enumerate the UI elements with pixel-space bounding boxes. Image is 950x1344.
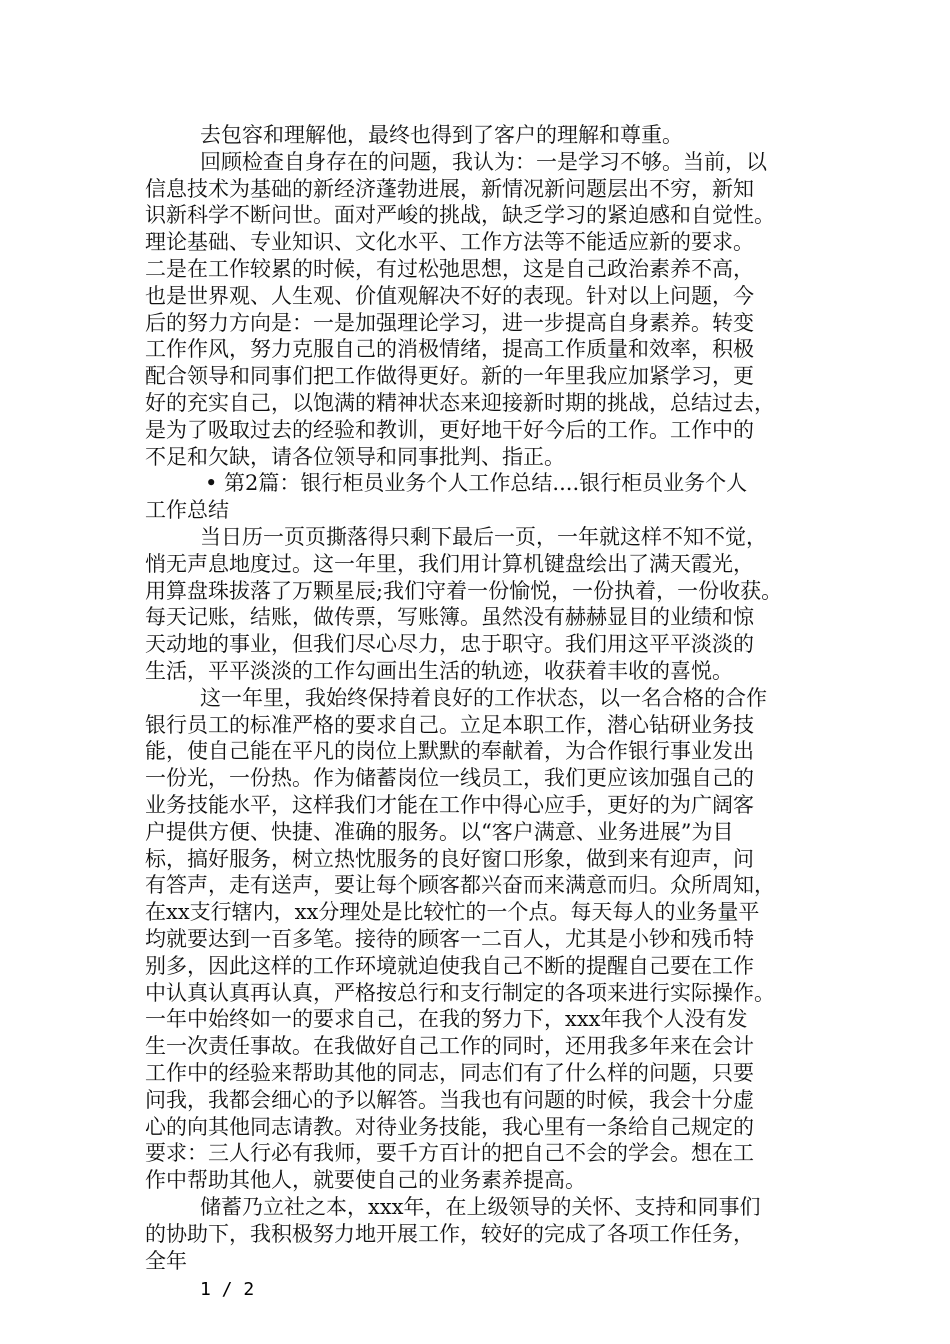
text-line: 一年中始终如一的要求自己，在我的努力下，xxx年我个人没有发 — [145, 1007, 748, 1032]
text-line: 好的充实自己，以饱满的精神状态来迎接新时期的挑战，总结过去， — [145, 391, 775, 415]
text-line: 生一次责任事故。在我做好自己工作的同时，还用我多年来在会计 — [145, 1034, 754, 1059]
text-line: 是为了吸取过去的经验和教训，更好地干好今后的工作。工作中的 — [145, 417, 754, 442]
text-line: 当日历一页页撕落得只剩下最后一页，一年就这样不知不觉， — [200, 525, 767, 549]
text-line: 回顾检查自身存在的问题，我认为：一是学习不够。当前，以 — [200, 149, 767, 174]
text-line: 能，使自己能在平凡的岗位上默默的奉献着，为合作银行事业发出 — [145, 739, 754, 764]
text-line: 理论基础、专业知识、文化水平、工作方法等不能适应新的要求。 — [145, 230, 754, 255]
text-line: 这一年里，我始终保持着良好的工作状态，以一名合格的合作 — [200, 685, 767, 710]
text-line: 配合领导和同事们把工作做得更好。新的一年里我应加紧学习，更 — [145, 364, 754, 389]
text-line: 标，搞好服务，树立热忱服务的良好窗口形象，做到来有迎声，问 — [145, 846, 754, 871]
section-heading-continued: 工作总结 — [145, 498, 229, 523]
text-line: 后的努力方向是：一是加强理论学习，进一步提高自身素养。转变 — [145, 310, 754, 335]
text-line: 信息技术为基础的新经济蓬勃进展，新情况新问题层出不穷，新知 — [145, 176, 754, 201]
text-line: 户提供方便、快捷、准确的服务。以“客户满意、业务进展”为目 — [145, 819, 734, 844]
text-line: 要求：三人行必有我师，要千方百计的把自己不会的学会。想在工 — [145, 1141, 754, 1166]
text-line: 银行员工的标准严格的要求自己。立足本职工作，潜心钻研业务技 — [145, 712, 754, 737]
text-line: 每天记账，结账，做传票，写账簿。虽然没有赫赫显目的业绩和惊 — [145, 605, 754, 630]
text-line: 别多，因此这样的工作环境就迫使我自己不断的提醒自己要在工作 — [145, 953, 754, 978]
text-line: 一份光，一份热。作为储蓄岗位一线员工，我们更应该加强自己的 — [145, 766, 754, 791]
text-line: 天动地的事业，但我们尽心尽力，忠于职守。我们用这平平淡淡的 — [145, 632, 754, 657]
text-line: 识新科学不断问世。面对严峻的挑战，缺乏学习的紧迫感和自觉性。 — [145, 203, 775, 228]
text-line: 去包容和理解他，最终也得到了客户的理解和尊重。 — [200, 123, 683, 147]
text-line: 作中帮助其他人，就要使自己的业务素养提高。 — [145, 1168, 586, 1193]
text-line: 在xx支行辖内，xx分理处是比较忙的一个点。每天每人的业务量平 — [145, 900, 760, 925]
section-heading: • 第2篇：银行柜员业务个人工作总结....银行柜员业务个人 — [205, 471, 748, 496]
text-line: 工作中的经验来帮助其他的同志，同志们有了什么样的问题，只要 — [145, 1061, 754, 1085]
text-line: 也是世界观、人生观、价值观解决不好的表现。针对以上问题，今 — [145, 283, 754, 308]
text-line: 全年 — [145, 1248, 187, 1273]
text-line: 工作作风，努力克服自己的消极情绪，提高工作质量和效率，积极 — [145, 337, 754, 362]
text-line: 生活，平平淡淡的工作勾画出生活的轨迹，收获着丰收的喜悦。 — [145, 659, 733, 683]
text-line: 心的向其他同志请教。对待业务技能，我心里有一条给自己规定的 — [145, 1114, 754, 1139]
text-line: 问我，我都会细心的予以解答。当我也有问题的时候，我会十分虚 — [145, 1087, 754, 1112]
text-line: 均就要达到一百多笔。接待的顾客一二百人，尤其是小钞和残币特 — [145, 927, 754, 951]
text-line: 中认真认真再认真，严格按总行和支行制定的各项来进行实际操作。 — [145, 980, 775, 1005]
text-line: 储蓄乃立社之本，xxx年，在上级领导的关怀、支持和同事们 — [200, 1195, 761, 1219]
text-line: 的协助下，我积极努力地开展工作，较好的完成了各项工作任务， — [145, 1221, 754, 1246]
text-line: 悄无声息地度过。这一年里，我们用计算机键盘绘出了满天霞光， — [145, 551, 754, 576]
text-line: 用算盘珠拔落了万颗星辰;我们守着一份愉悦，一份执着，一份收获。 — [145, 578, 783, 603]
text-line: 有答声，走有送声，要让每个顾客都兴奋而来满意而归。众所周知， — [145, 873, 775, 898]
page-number: 1 / 2 — [200, 1279, 255, 1301]
text-line: 不足和欠缺，请各位领导和同事批判、指正。 — [145, 444, 565, 469]
text-line: 业务技能水平，这样我们才能在工作中得心应手，更好的为广阔客 — [145, 793, 754, 817]
text-line: 二是在工作较累的时候，有过松弛思想，这是自己政治素养不高， — [145, 257, 754, 281]
